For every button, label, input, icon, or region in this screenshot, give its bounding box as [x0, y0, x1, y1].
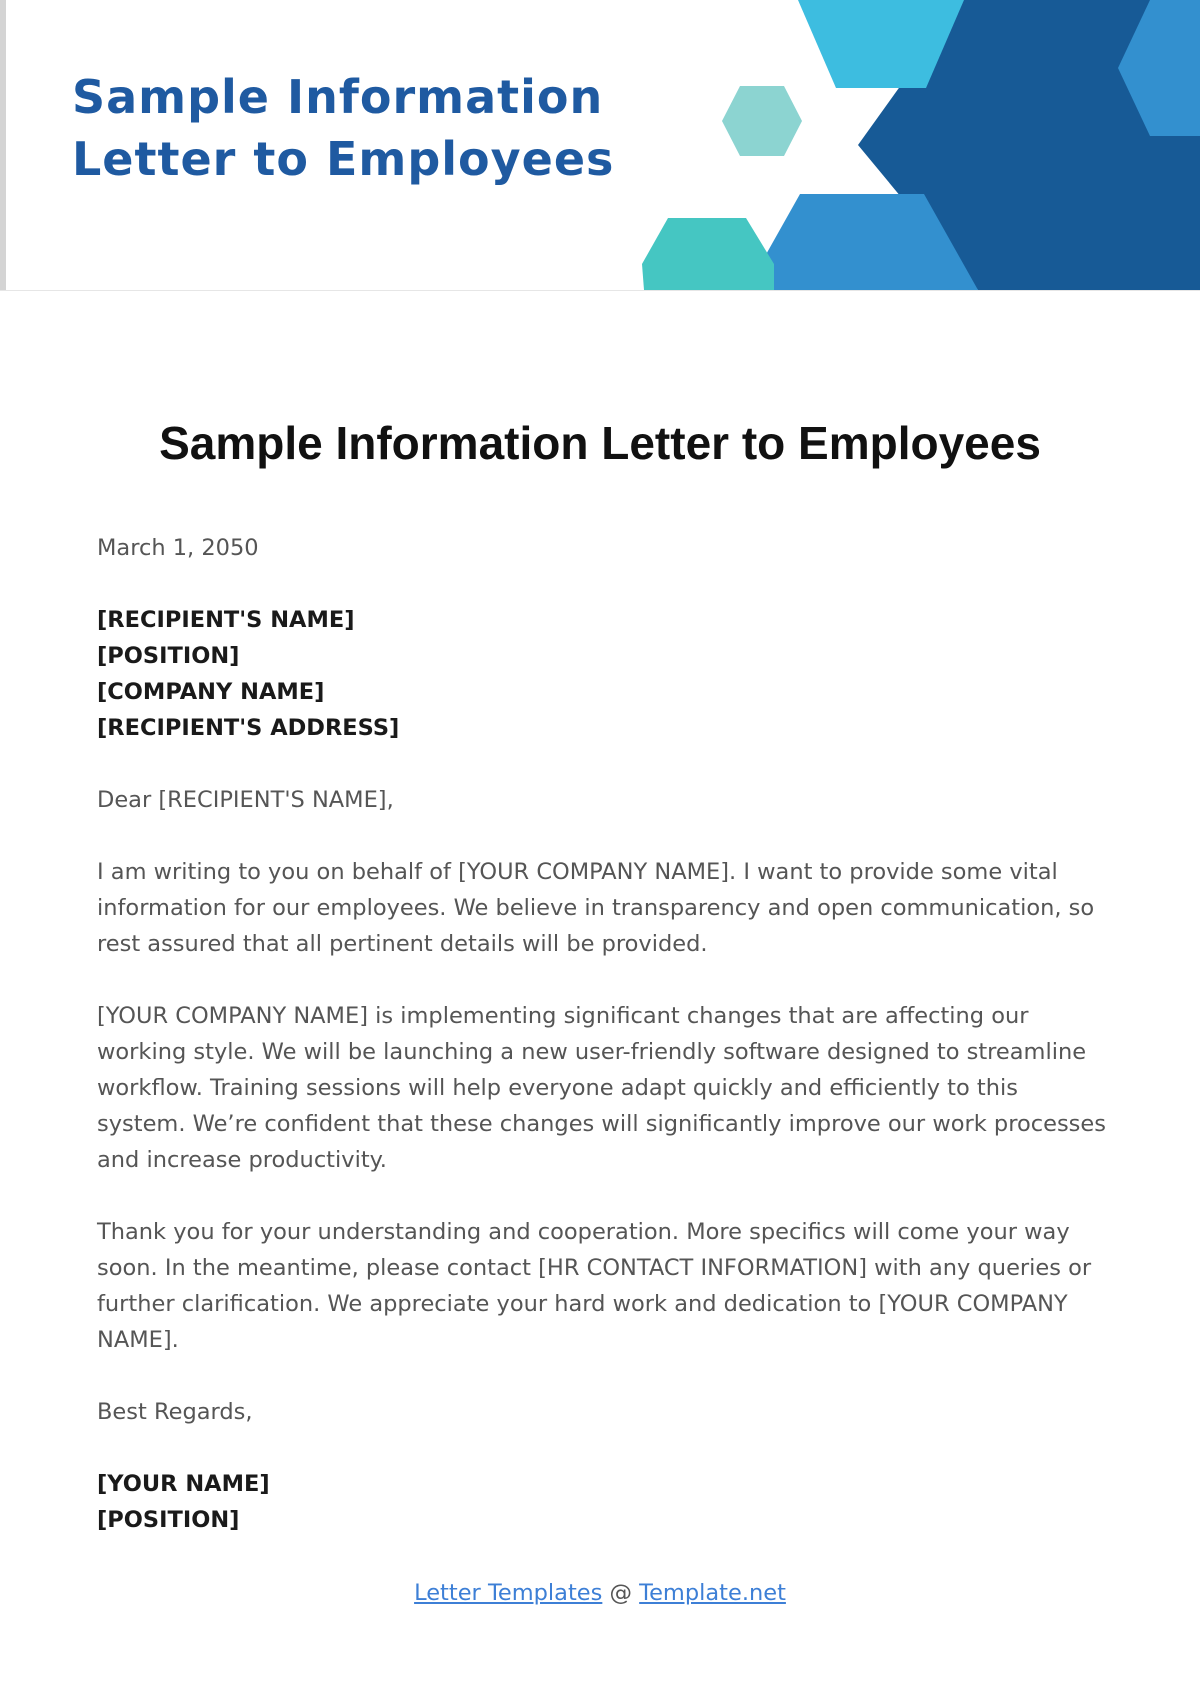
letter-body	[97, 530, 1107, 1574]
hexagon-pale-teal	[722, 86, 802, 156]
signature-block	[97, 1466, 1107, 1538]
header-title-line1: Sample Information	[72, 70, 604, 124]
signature-name: [YOUR NAME]	[97, 1471, 270, 1497]
signature-position: [POSITION]	[97, 1507, 240, 1533]
paragraph-thanks: Thank you for your understanding and cooperation. More specifics will come your way soon. In the meantime, please contact [HR CONTACT INFORMATION] with any queries or further clarification. We appreciate your hard work and dedication to [YOUR COMPANY NAME].	[97, 1219, 1092, 1353]
recipient-address: [RECIPIENT'S ADDRESS]	[97, 715, 400, 741]
recipient-name: [RECIPIENT'S NAME]	[97, 607, 355, 633]
recipient-company: [COMPANY NAME]	[97, 679, 325, 705]
salutation: Dear [RECIPIENT'S NAME],	[97, 787, 394, 813]
footer-separator: @	[602, 1580, 640, 1606]
letter-date: March 1, 2050	[97, 535, 259, 561]
recipient-block	[97, 602, 1107, 746]
header-banner	[0, 0, 1200, 291]
closing: Best Regards,	[97, 1399, 253, 1425]
document-title: Sample Information Letter to Employees	[159, 417, 1041, 469]
header-title-line2: Letter to Employees	[72, 132, 615, 186]
footer-credit	[0, 1575, 1200, 1611]
paragraph-intro: I am writing to you on behalf of [YOUR COMPANY NAME]. I want to provide some vital information for our employees. We believe in transparency and open communication, so rest assured that all pertinent details will be provided.	[97, 859, 1095, 957]
recipient-position: [POSITION]	[97, 643, 240, 669]
header-title	[72, 66, 632, 190]
template-net-link[interactable]: Template.net	[639, 1580, 786, 1606]
paragraph-changes: [YOUR COMPANY NAME] is implementing significant changes that are affecting our working style. We will be launching a new user-friendly software designed to streamline workflow. Training sessions will help everyone adapt quickly and efficiently to this system. We’re confident that these changes will significantly improve our work processes and increase productivity.	[97, 1003, 1106, 1173]
hexagon-teal	[642, 218, 774, 290]
letter-templates-link[interactable]: Letter Templates	[414, 1580, 603, 1606]
